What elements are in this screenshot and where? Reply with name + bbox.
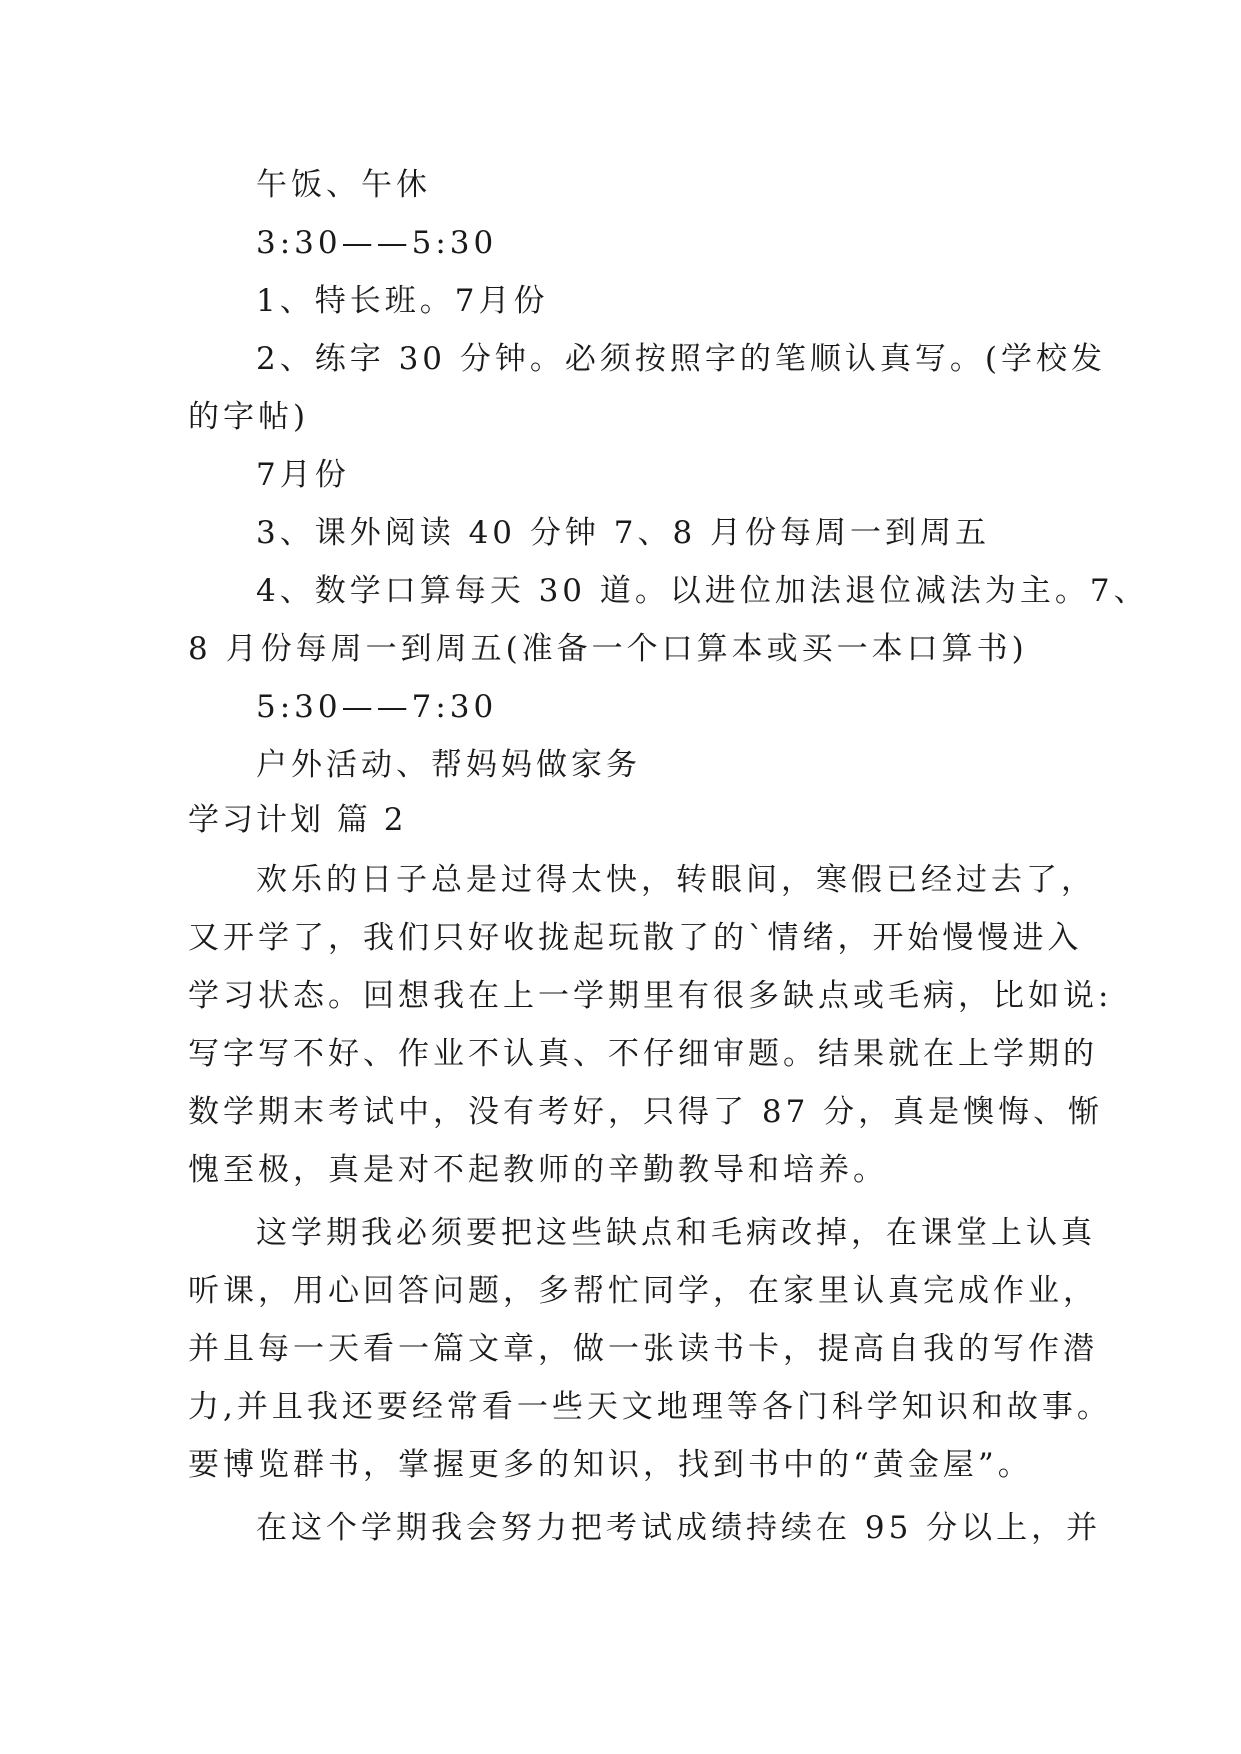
paragraph-line: 愧至极，真是对不起教师的辛勤教导和培养。 xyxy=(188,1152,888,1188)
paragraph-line: 听课，用心回答问题，多帮忙同学，在家里认真完成作业， xyxy=(188,1273,1098,1309)
text-line: 午饭、午休 xyxy=(256,167,431,203)
text-line: 1、特长班。7月份 xyxy=(256,283,549,319)
paragraph-line: 这学期我必须要把这些缺点和毛病改掉，在课堂上认真 xyxy=(256,1215,1096,1251)
paragraph-line: 在这个学期我会努力把考试成绩持续在 95 分以上，并 xyxy=(256,1510,1102,1546)
text-line: 7月份 xyxy=(256,457,350,493)
paragraph-line: 力,并且我还要经常看一些天文地理等各门科学知识和故事。 xyxy=(188,1389,1112,1425)
text-line: 4、数学口算每天 30 道。以进位加法退位减法为主。7、 xyxy=(256,573,1149,609)
section-heading: 学习计划 篇 2 xyxy=(188,802,407,838)
text-line: 2、练字 30 分钟。必须按照字的笔顺认真写。(学校发 xyxy=(256,341,1106,377)
text-line: 8 月份每周一到周五(准备一个口算本或买一本口算书) xyxy=(188,631,1028,667)
text-line: 3:30——5:30 xyxy=(256,225,498,261)
paragraph-line: 又开学了，我们只好收拢起玩散了的`情绪，开始慢慢进入 xyxy=(188,920,1083,956)
paragraph-line: 并且每一天看一篇文章，做一张读书卡，提高自我的写作潜 xyxy=(188,1331,1098,1367)
paragraph-line: 数学期末考试中，没有考好，只得了 87 分，真是懊悔、惭 xyxy=(188,1094,1104,1130)
text-line: 3、课外阅读 40 分钟 7、8 月份每周一到周五 xyxy=(256,515,991,551)
paragraph-line: 学习状态。回想我在上一学期里有很多缺点或毛病，比如说: xyxy=(188,978,1113,1014)
text-line: 户外活动、帮妈妈做家务 xyxy=(256,747,641,783)
text-line: 5:30——7:30 xyxy=(256,689,498,725)
paragraph-line: 写字写不好、作业不认真、不仔细审题。结果就在上学期的 xyxy=(188,1036,1098,1072)
paragraph-line: 欢乐的日子总是过得太快，转眼间，寒假已经过去了， xyxy=(256,862,1096,898)
text-line: 的字帖) xyxy=(188,399,310,435)
paragraph-line: 要博览群书，掌握更多的知识，找到书中的“黄金屋”。 xyxy=(188,1447,1033,1483)
